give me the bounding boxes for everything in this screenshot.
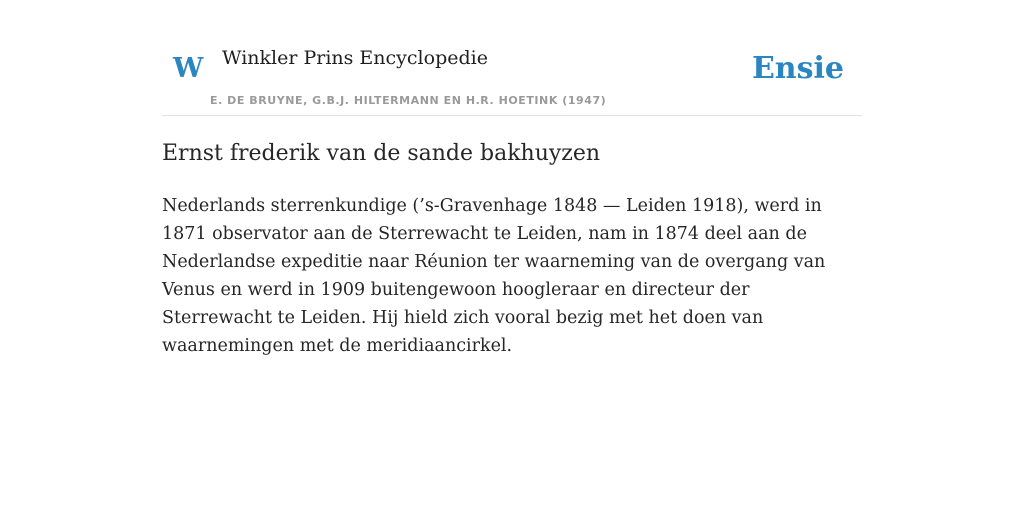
ensie-logo-link[interactable]: Ensie [751,51,844,86]
source-title[interactable]: Winkler Prins Encyclopedie [222,47,488,69]
winkler-prins-logo-icon[interactable]: W [173,53,204,84]
source-authors: E. DE BRUYNE, G.B.J. HILTERMANN EN H.R. HOETINK (1947) [210,94,607,107]
article-body: Nederlands sterrenkundige (’s-Gravenhage 1848 — Leiden 1918), werd in 1871 observator aan de Sterrewacht te Leiden, nam in 1874 deel aan de Nederlandse expeditie naar Réunion ter waarneming van de overgang van Venus en werd in 1909 buitengewoon hoogleraar en directeur der Sterrewacht te Leiden. Hij hield zich vooral bezig met het doen van waarnemingen met de meridiaancirkel. [162,196,826,356]
source-header [162,0,862,116]
article-title: Ernst frederik van de sande bakhuyzen [162,141,601,166]
